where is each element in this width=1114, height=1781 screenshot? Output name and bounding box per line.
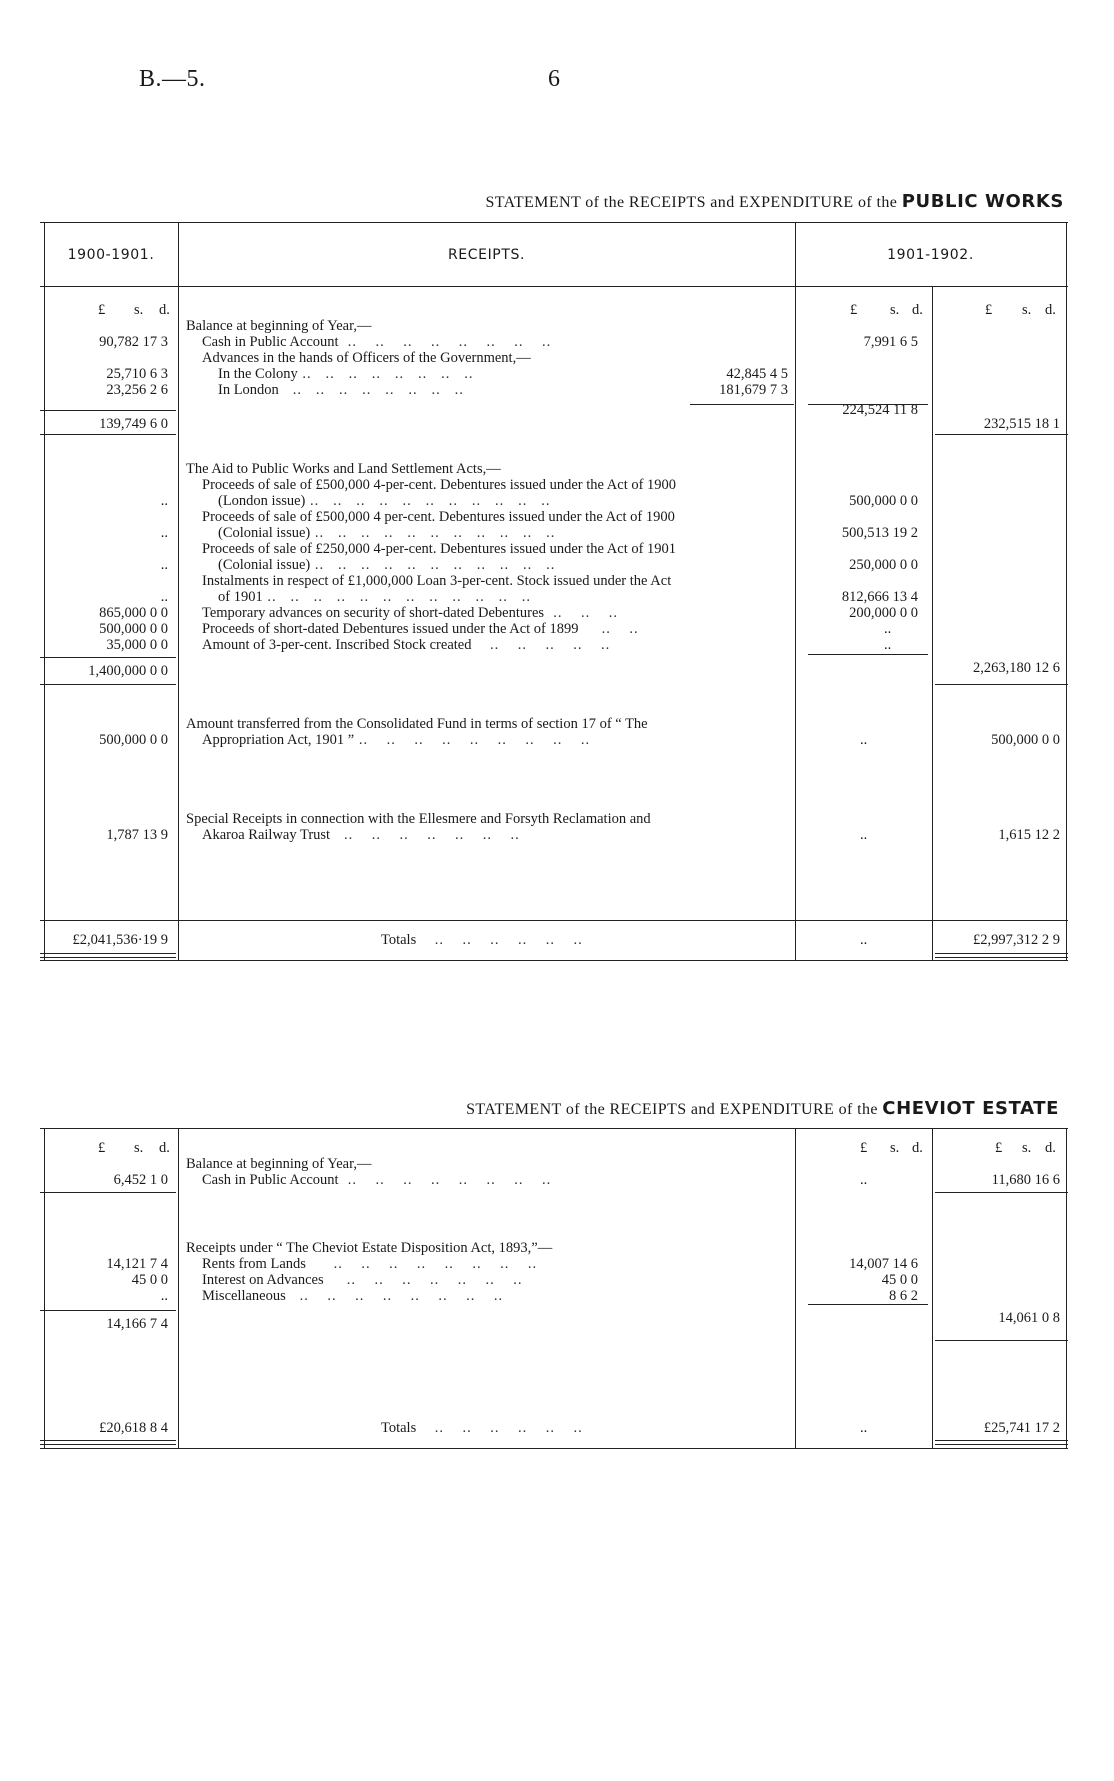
aid-item-4-prev: .. [160,589,168,605]
aid-item-7: Amount of 3-per-cent. Inscribed Stock created .. .. .. .. .. [202,637,611,653]
totals-prev: £2,041,536·19 9 [72,932,168,948]
document-reference: B.—5. [139,66,206,92]
aid-item-3-cur: 250,000 0 0 [849,557,918,573]
unit-pound: £ [995,1140,1003,1156]
unit-pence: d. [1045,302,1056,318]
consolidated-line2: Appropriation Act, 1901 ” .. .. .. .. .. .. .. .. .. [202,732,591,748]
unit-pound: £ [985,302,993,318]
cheviot-mid-cash: .. [860,1172,868,1188]
prev-cash-value: 90,782 17 3 [99,334,168,350]
unit-shilling: s. [890,1140,900,1156]
cheviot-totals-cur: £25,741 17 2 [983,1420,1060,1436]
cheviot-title: STATEMENT of the RECEIPTS and EXPENDITURE of the CHEVIOT ESTATE [466,1098,1059,1119]
unit-shilling: s. [134,302,144,318]
cheviot-balance-heading: Balance at beginning of Year,— [186,1156,372,1172]
cheviot-receipts-cur-total: 14,061 0 8 [998,1310,1060,1326]
aid-item-2-cur: 500,513 19 2 [841,525,918,541]
unit-pence: d. [159,1140,170,1156]
prev-london-value: 23,256 2 6 [106,382,168,398]
consolidated-mid: .. [860,732,868,748]
unit-pence: d. [912,302,923,318]
cheviot-interest-prev: 45 0 0 [131,1272,168,1288]
totals-label: Totals .. .. .. .. .. .. [381,932,583,948]
special-line2: Akaroa Railway Trust .. .. .. .. .. .. .. [202,827,520,843]
cheviot-prev-cash: 6,452 1 0 [113,1172,168,1188]
aid-item-6: Proceeds of short-dated Debentures issued under the Act of 1899 .. .. [202,621,639,637]
aid-item-2-line1: Proceeds of sale of £500,000 4 per-cent. Debentures issued under the Act of 1900 [202,509,675,525]
aid-item-6-cur: .. [884,621,892,637]
cash-label: Cash in Public Account .. .. .. .. .. .. .. .. [202,334,552,350]
cur-cash-value: 7,991 6 5 [863,334,918,350]
cheviot-receipts-prev-total: 14,166 7 4 [106,1316,168,1332]
special-cur: 1,615 12 2 [998,827,1060,843]
cheviot-misc-prev: .. [160,1288,168,1304]
aid-item-6-prev: 500,000 0 0 [99,621,168,637]
aid-item-4-line1: Instalments in respect of £1,000,000 Loan 3-per-cent. Stock issued under the Act [202,573,672,589]
aid-item-4-cur: 812,666 13 4 [841,589,918,605]
cheviot-cash-label: Cash in Public Account .. .. .. .. .. .. .. .. [202,1172,552,1188]
cheviot-receipts-heading: Receipts under “ The Cheviot Estate Disposition Act, 1893,”— [186,1240,553,1256]
cheviot-misc-cur: 8 6 2 [889,1288,918,1304]
cur-advances-total: 224,524 11 8 [842,402,918,418]
consolidated-line1: Amount transferred from the Consolidated Fund in terms of section 17 of “ The [186,716,648,732]
prev-colony-value: 25,710 6 3 [106,366,168,382]
page-number: 6 [548,66,560,92]
special-line1: Special Receipts in connection with the Ellesmere and Forsyth Reclamation and [186,811,651,827]
consolidated-cur: 500,000 0 0 [991,732,1060,748]
aid-item-1-prev: .. [160,493,168,509]
aid-item-2-line2: (Colonial issue) .. .. .. .. .. .. .. .. .. .. .. [218,525,556,541]
special-mid: .. [860,827,868,843]
consolidated-prev: 500,000 0 0 [99,732,168,748]
aid-item-3-line1: Proceeds of sale of £250,000 4-per-cent. Debentures issued under the Act of 1901 [202,541,677,557]
aid-item-7-cur: .. [884,637,892,653]
public-works-title: STATEMENT of the RECEIPTS and EXPENDITURE of the PUBLIC WORKS [485,191,1064,212]
cheviot-rents-prev: 14,121 7 4 [106,1256,168,1272]
cheviot-totals-prev: £20,618 8 4 [99,1420,168,1436]
aid-item-7-prev: 35,000 0 0 [106,637,168,653]
cheviot-item-misc: Miscellaneous .. .. .. .. .. .. .. .. [202,1288,504,1304]
unit-pound: £ [98,1140,106,1156]
cheviot-item-interest: Interest on Advances .. .. .. .. .. .. .. [202,1272,523,1288]
unit-pence: d. [912,1140,923,1156]
totals-cur: £2,997,312 2 9 [973,932,1060,948]
unit-pound: £ [860,1140,868,1156]
aid-item-5-cur: 200,000 0 0 [849,605,918,621]
unit-pence: d. [1045,1140,1056,1156]
aid-item-1-line2: (London issue) .. .. .. .. .. .. .. .. .. .. .. [218,493,551,509]
colony-label: In the Colony .. .. .. .. .. .. .. .. [218,366,474,382]
col-header-1900-1901: 1900-1901. [67,247,155,263]
unit-shilling: s. [134,1140,144,1156]
aid-item-5: Temporary advances on security of short-dated Debentures .. .. .. [202,605,619,621]
cheviot-rents-cur: 14,007 14 6 [849,1256,918,1272]
unit-shilling: s. [890,302,900,318]
balance-heading: Balance at beginning of Year,— [186,318,372,334]
aid-prev-total: 1,400,000 0 0 [88,663,168,679]
cur-balance-total: 232,515 18 1 [983,416,1060,432]
col-header-1901-1902: 1901-1902. [887,247,974,263]
aid-item-3-prev: .. [160,557,168,573]
london-label: In London .. .. .. .. .. .. .. .. [218,382,464,398]
cheviot-totals-mid: .. [860,1420,868,1436]
aid-item-5-prev: 865,000 0 0 [99,605,168,621]
unit-shilling: s. [1022,302,1032,318]
special-prev: 1,787 13 9 [106,827,168,843]
cheviot-totals-label: Totals .. .. .. .. .. .. [381,1420,583,1436]
cur-colony-value: 42,845 4 5 [726,366,788,382]
prev-balance-total: 139,749 6 0 [99,416,168,432]
aid-item-4-line2: of 1901 .. .. .. .. .. .. .. .. .. .. .. .. [218,589,531,605]
unit-pound: £ [98,302,106,318]
cheviot-item-rents: Rents from Lands .. .. .. .. .. .. .. .. [202,1256,538,1272]
unit-shilling: s. [1022,1140,1032,1156]
unit-pound: £ [850,302,858,318]
col-header-receipts: RECEIPTS. [447,247,526,263]
aid-item-1-line1: Proceeds of sale of £500,000 4-per-cent. Debentures issued under the Act of 1900 [202,477,677,493]
cur-london-value: 181,679 7 3 [719,382,788,398]
unit-pence: d. [159,302,170,318]
aid-item-1-cur: 500,000 0 0 [849,493,918,509]
advances-label: Advances in the hands of Officers of the Government,— [202,350,531,366]
aid-item-2-prev: .. [160,525,168,541]
cheviot-cur-cash: 11,680 16 6 [991,1172,1060,1188]
aid-heading: The Aid to Public Works and Land Settlement Acts,— [186,461,501,477]
aid-item-3-line2: (Colonial issue) .. .. .. .. .. .. .. .. .. .. .. [218,557,556,573]
aid-cur-total: 2,263,180 12 6 [973,660,1060,676]
cheviot-interest-cur: 45 0 0 [881,1272,918,1288]
totals-mid: .. [860,932,868,948]
